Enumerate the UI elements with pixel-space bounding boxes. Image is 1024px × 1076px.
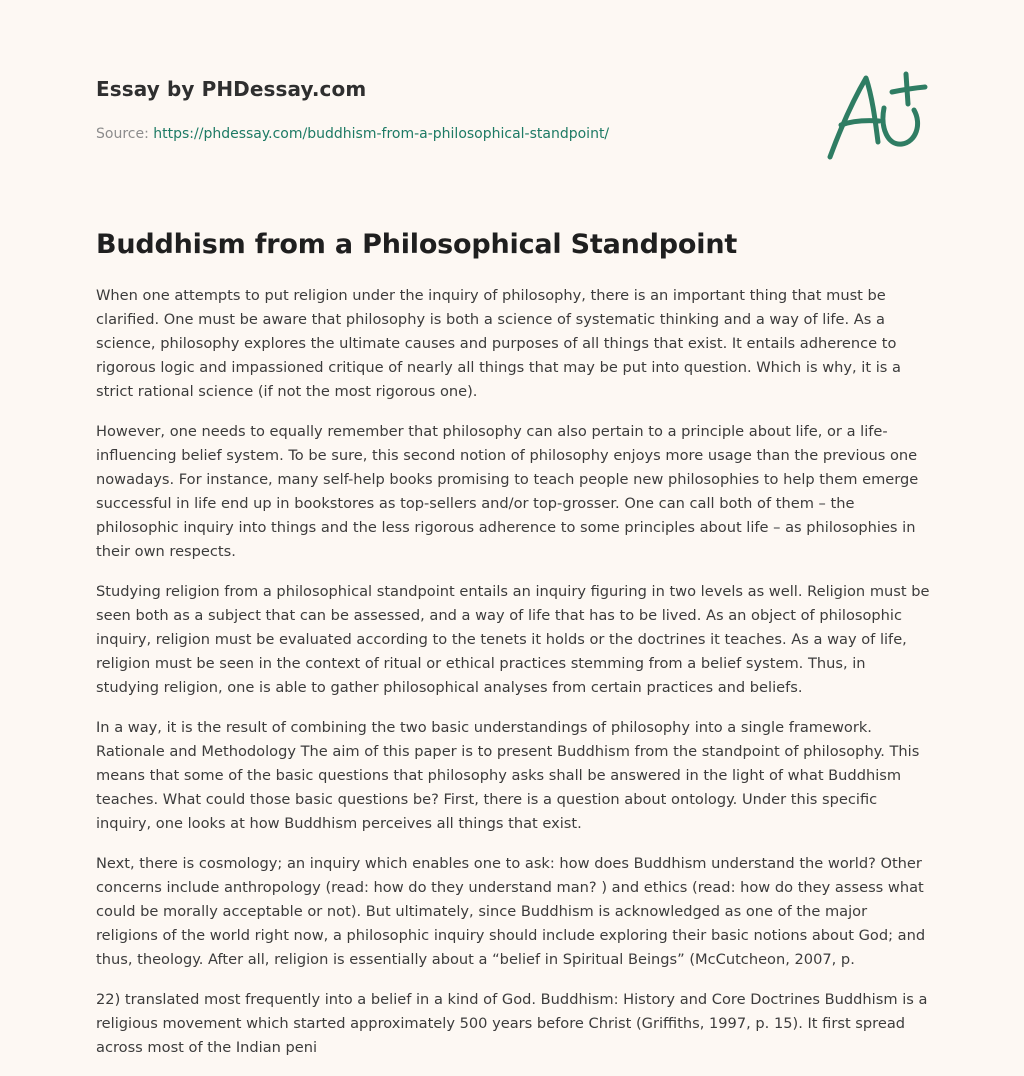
paragraph-6: 22) translated most frequently into a belief in a kind of God. Buddhism: History and Core Doctrines Buddhism is a religious movement which started approximately 500 years before Christ (Griffiths, 1997, p. 15). It first spread across most of the Indian peni — [96, 991, 928, 1056]
source-label: Source: — [96, 126, 154, 142]
paragraph-3: Studying religion from a philosophical standpoint entails an inquiry figuring in two levels as well. Religion must be seen both as a subject that can be assessed, and a way of life that has to be lived. As an object of philosophic inquiry, religion must be evaluated according to the tenets it holds or the doctrines it teaches. As a way of life, religion must be seen in the context of ritual or ethical practices stemming from a belief system. Thus, in studying religion, one is able to gather philosophical analyses from certain practices and beliefs. — [96, 583, 930, 696]
brand-title: Essay by PHDessay.com — [96, 77, 367, 101]
paragraph-2: However, one needs to equally remember that philosophy can also pertain to a principle about life, or a life-influencing belief system. To be sure, this second notion of philosophy enjoys more usage than the previous one nowadays. For instance, many self-help books promising to teach people new philosophies to help them emerge successful in life end up in bookstores as top-sellers and/or top-grosser. One can call both of them – the philosophic inquiry into things and the less rigorous adherence to some principles about life – as philosophies in their own respects. — [96, 423, 919, 560]
article-body — [96, 284, 932, 1076]
page-header — [96, 74, 796, 144]
a-plus-logo-icon — [822, 68, 930, 164]
source-line — [96, 124, 796, 144]
source-link[interactable]: https://phdessay.com/buddhism-from-a-philosophical-standpoint/ — [153, 126, 610, 142]
article-title: Buddhism from a Philosophical Standpoint — [96, 229, 738, 260]
paragraph-5: Next, there is cosmology; an inquiry which enables one to ask: how does Buddhism understand the world? Other concerns include anthropology (read: how do they understand man? ) and ethics (read: how do they assess what could be morally acceptable or not). But ultimately, since Buddhism is acknowledged as one of the major religions of the world right now, a philosophic inquiry should include exploring their basic notions about God; and thus, theology. After all, religion is essentially about a “belief in Spiritual Beings” (McCutcheon, 2007, p. — [96, 855, 926, 968]
paragraph-4: In a way, it is the result of combining the two basic understandings of philosophy into a single framework. Rationale and Methodology The aim of this paper is to present Buddhism from the standpoint of philosophy. This means that some of the basic questions that philosophy asks shall be answered in the light of what Buddhism teaches. What could those basic questions be? First, there is a question about ontology. Under this specific inquiry, one looks at how Buddhism perceives all things that exist. — [96, 719, 920, 832]
paragraph-1: When one attempts to put religion under the inquiry of philosophy, there is an important thing that must be clarified. One must be aware that philosophy is both a science of systematic thinking and a way of life. As a science, philosophy explores the ultimate causes and purposes of all things that exist. It entails adherence to rigorous logic and impassioned critique of nearly all things that may be put into question. Which is why, it is a strict rational science (if not the most rigorous one). — [96, 287, 901, 400]
